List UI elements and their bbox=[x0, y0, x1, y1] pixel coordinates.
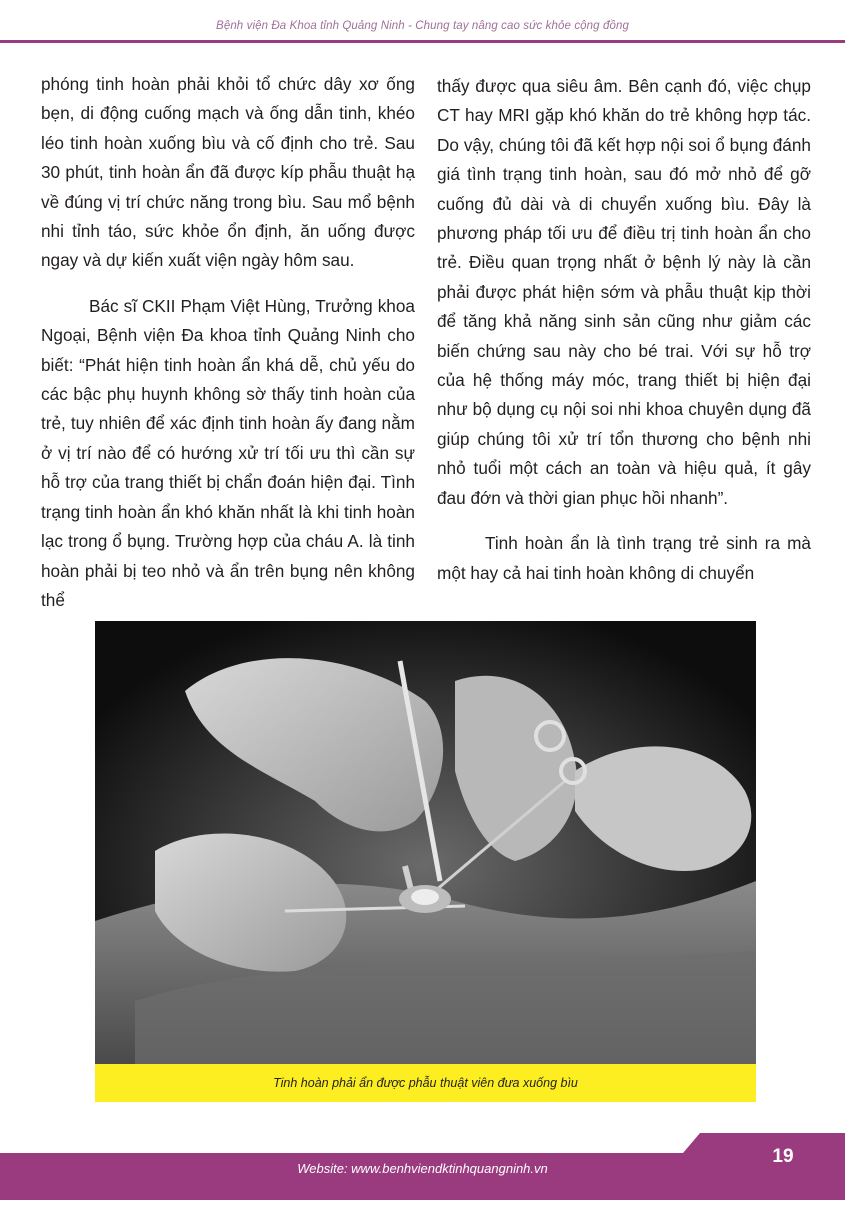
header-tagline: Bệnh viện Đa Khoa tỉnh Quảng Ninh - Chung tay nâng cao sức khỏe cộng đồng bbox=[216, 20, 629, 32]
caption-bar bbox=[95, 1064, 756, 1102]
right-column bbox=[437, 72, 811, 604]
surgery-photo-illustration bbox=[95, 621, 756, 1064]
photo-caption: Tinh hoàn phải ẩn được phẫu thuật viên đưa xuống bìu bbox=[273, 1076, 578, 1090]
left-column bbox=[41, 70, 415, 631]
page-header bbox=[0, 0, 845, 44]
surgery-photo-figure bbox=[95, 621, 756, 1102]
header-rule bbox=[0, 40, 845, 43]
surgery-photo bbox=[95, 621, 756, 1064]
paragraph: thấy được qua siêu âm. Bên cạnh đó, việc chụp CT hay MRI gặp khó khăn do trẻ không hợp tác. Do vậy, chúng tôi đã kết hợp nội soi ổ bụng đánh giá tình trạng tinh hoàn, sau đó mở nhỏ để gỡ cuống đủ dài và di chuyển xuống bìu. Đây là phương pháp tối ưu để điều trị tinh hoàn ẩn cho trẻ. Điều quan trọng nhất ở bệnh lý này là cần phải được phát hiện sớm và phẫu thuật kịp thời để tăng khả năng sinh sản cũng như giảm các biến chứng sau này cho bé trai. Với sự hỗ trợ của hệ thống máy móc, trang thiết bị hiện đại như bộ dụng cụ nội soi nhi khoa chuyên dụng đã giúp chúng tôi xử trí tổn thương cho bệnh nhi nhỏ tuổi một cách an toàn và hiệu quả, ít gây đau đớn và thời gian phục hồi nhanh”. bbox=[437, 76, 811, 508]
footer-website[interactable]: Website: www.benhviendktinhquangninh.vn bbox=[297, 1161, 548, 1176]
paragraph: Tinh hoàn ẩn là tình trạng trẻ sinh ra mà một hay cả hai tinh hoàn không di chuyển bbox=[437, 533, 811, 583]
paragraph: phóng tinh hoàn phải khỏi tổ chức dây xơ ống bẹn, di động cuống mạch và ống dẫn tinh, khéo léo tinh hoàn xuống bìu và cố định cho trẻ. Sau 30 phút, tinh hoàn ẩn đã được kíp phẫu thuật hạ về đúng vị trí chức năng trong bìu. Sau mổ bệnh nhi tỉnh táo, sức khỏe ổn định, ăn uống được ngay và dự kiến xuất viện ngày hôm sau. bbox=[41, 74, 415, 271]
page-number: 19 bbox=[772, 1146, 794, 1167]
paragraph: Bác sĩ CKII Phạm Việt Hùng, Trưởng khoa Ngoại, Bệnh viện Đa khoa tỉnh Quảng Ninh cho biết: “Phát hiện tinh hoàn ẩn khá dễ, chủ yếu do các bậc phụ huynh không sờ thấy tinh hoàn của trẻ, tuy nhiên để xác định tinh hoàn ấy đang nằm ở vị trí nào để có hướng xử trí tối ưu thì cần sự hỗ trợ của trang thiết bị chẩn đoán hiện đại. Tình trạng tinh hoàn ẩn khó khăn nhất là khi tinh hoàn lạc trong ổ bụng. Trường hợp của cháu A. là tinh hoàn phải bị teo nhỏ và ẩn trên bụng nên không thể bbox=[41, 295, 415, 610]
